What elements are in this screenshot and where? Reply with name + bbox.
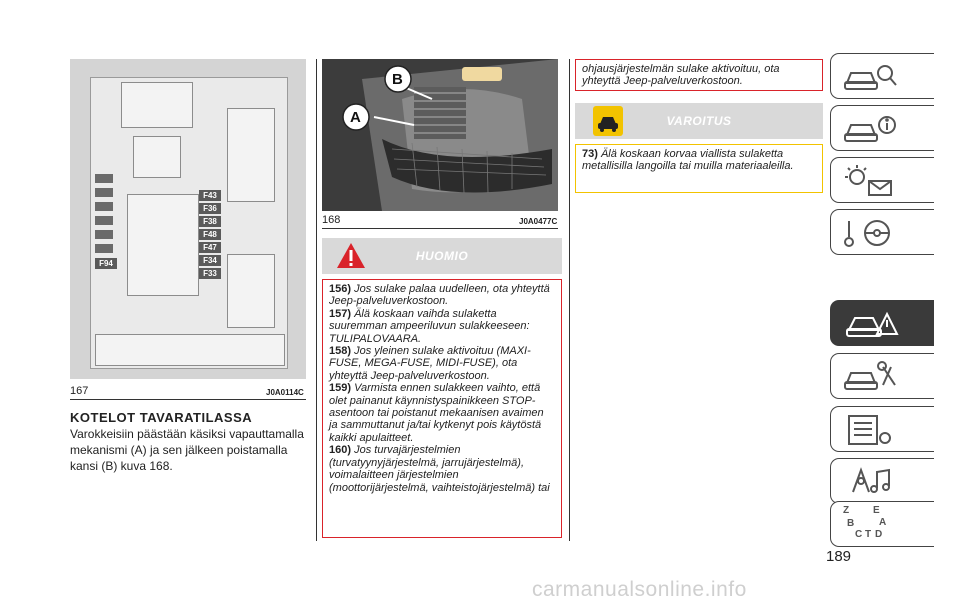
huomio-item-number: 160): [329, 444, 352, 457]
fuse-label: F47: [199, 242, 221, 253]
fuse-slot: [95, 202, 113, 211]
huomio-continuation-text: ohjausjärjestelmän sulake aktivoituu, ota yhteyttä Jeep-palveluverkostoon.: [582, 63, 780, 88]
tab-emergency[interactable]: [830, 300, 934, 346]
fuse-slot: [95, 174, 113, 183]
index-letter: E: [873, 505, 880, 516]
fuse-box-body: [90, 77, 288, 369]
car-service-icon: [841, 359, 901, 395]
huomio-item-text: Varmista ennen sulakkeen vaihto, että olet painanut käynnistyspainikkeen STOP-asentoon tai poistanut mekaanisen avaimen ja sammuttanut ja/tai kytkenyt pois käytöstä kaikki apulaitteet.: [329, 382, 544, 444]
figure-code-middle: J0A0477C: [519, 217, 558, 226]
multimedia-icon: [841, 464, 901, 500]
huomio-item-number: 157): [329, 307, 352, 320]
varoitus-item-text: Älä koskaan korvaa viallista sulaketta metallisilla langoilla tai muilla materiaaleilla.: [582, 148, 794, 173]
huomio-item: [329, 283, 555, 308]
tab-specifications[interactable]: [830, 406, 934, 452]
index-letter: T: [865, 529, 872, 540]
huomio-item: [329, 382, 555, 444]
figure-caption-rule-left: [70, 399, 306, 400]
tab-car-info[interactable]: [830, 105, 934, 151]
huomio-item-text: Jos yleinen sulake aktivoituu (MAXI-FUSE, MEGA-FUSE, MIDI-FUSE), ota yhteyttä Jeep-palveluverkostoon.: [329, 345, 531, 382]
huomio-item-number: 159): [329, 382, 352, 395]
trunk-fuse-photo: [322, 59, 558, 211]
index-letter: D: [875, 529, 883, 540]
varoitus-item: [582, 148, 816, 173]
huomio-item-text: Jos sulake palaa uudelleen, ota yhteyttä Jeep-palveluverkostoon.: [329, 283, 550, 308]
index-letter: Z: [843, 505, 850, 516]
huomio-item-text: Älä koskaan vaihda sulaketta suuremman ampeeriluvun sulakkeeseen: TULIPALOVAARA.: [329, 307, 530, 345]
varoitus-title: VAROITUS: [666, 114, 732, 128]
column-divider-2: [569, 59, 570, 541]
section-body: Varokkeisiin päästään käsiksi vapauttamalla mekanismi (A) ja sen jälkeen poistamalla kansi (B) kuva 168.: [70, 427, 304, 473]
car-search-icon: [841, 59, 901, 95]
fuse-label: F33: [199, 268, 221, 279]
index-letter: B: [847, 518, 855, 529]
tab-multimedia[interactable]: [830, 458, 934, 504]
right-connector-bottom: [227, 254, 275, 328]
huomio-box: [322, 279, 562, 538]
middle-block: [127, 194, 199, 296]
index-letter: A: [879, 517, 887, 528]
fuse-label: F48: [199, 229, 221, 240]
index-letter: C: [855, 529, 863, 540]
column-divider-1: [316, 59, 317, 541]
figure-number-middle: 168: [322, 214, 341, 226]
fuse-label: F38: [199, 216, 221, 227]
photo-label-a: A: [350, 109, 361, 126]
fuse-label: F36: [199, 203, 221, 214]
fuse-slot: [95, 216, 113, 225]
huomio-item-number: 158): [329, 345, 352, 358]
right-connector-top: [227, 108, 275, 202]
figure-code-left: J0A0114C: [266, 388, 304, 397]
figure-caption-rule-middle: [322, 228, 558, 229]
fuse-slot: [95, 230, 113, 239]
tab-steering-controls[interactable]: [830, 209, 934, 255]
fuse-slot: [95, 244, 113, 253]
huomio-item-text: Jos turvajärjestelmien (turvatyynyjärjestelmä, jarrujärjestelmä), voimalaitteen järjestelmien (moottorijärjestelmä, vaihteistojärjestelmä) tai: [329, 444, 550, 494]
varoitus-header: [575, 103, 823, 139]
tab-car-service[interactable]: [830, 353, 934, 399]
fuse-label: F34: [199, 255, 221, 266]
huomio-title: HUOMIO: [415, 249, 469, 263]
huomio-item: [329, 444, 555, 494]
huomio-continuation-box: [575, 59, 823, 91]
steering-controls-icon: [841, 215, 901, 251]
top-relay: [133, 136, 181, 178]
car-info-icon: [841, 111, 901, 147]
tab-car-search[interactable]: [830, 53, 934, 99]
specifications-list-icon: [841, 412, 901, 448]
huomio-item: [329, 345, 555, 382]
lights-message-icon: [841, 163, 901, 199]
varoitus-box: [575, 144, 823, 193]
bottom-connector: [95, 334, 285, 366]
huomio-item: [329, 308, 555, 345]
fuse-label-column: [199, 190, 221, 280]
photo-label-b: B: [392, 71, 403, 88]
tab-lights-messages[interactable]: [830, 157, 934, 203]
alphabetical-index-icon: [843, 505, 893, 543]
huomio-item-number: 156): [329, 283, 352, 295]
top-connector: [121, 82, 193, 128]
emergency-car-icon: [841, 306, 901, 342]
figure-number-left: 167: [70, 385, 89, 397]
fuse-box-figure: [70, 59, 306, 379]
section-heading: KOTELOT TAVARATILASSA: [70, 410, 253, 425]
fuse-label: F43: [199, 190, 221, 201]
fuse-label-f94: F94: [95, 258, 117, 269]
watermark: carmanualsonline.info: [532, 578, 747, 601]
page-number: 189: [826, 548, 852, 565]
fuse-slot: [95, 188, 113, 197]
huomio-header: [322, 238, 562, 274]
tab-alphabetical-index[interactable]: [830, 501, 934, 547]
varoitus-item-number: 73): [582, 148, 598, 160]
trunk-photo-drawing: [322, 59, 558, 211]
